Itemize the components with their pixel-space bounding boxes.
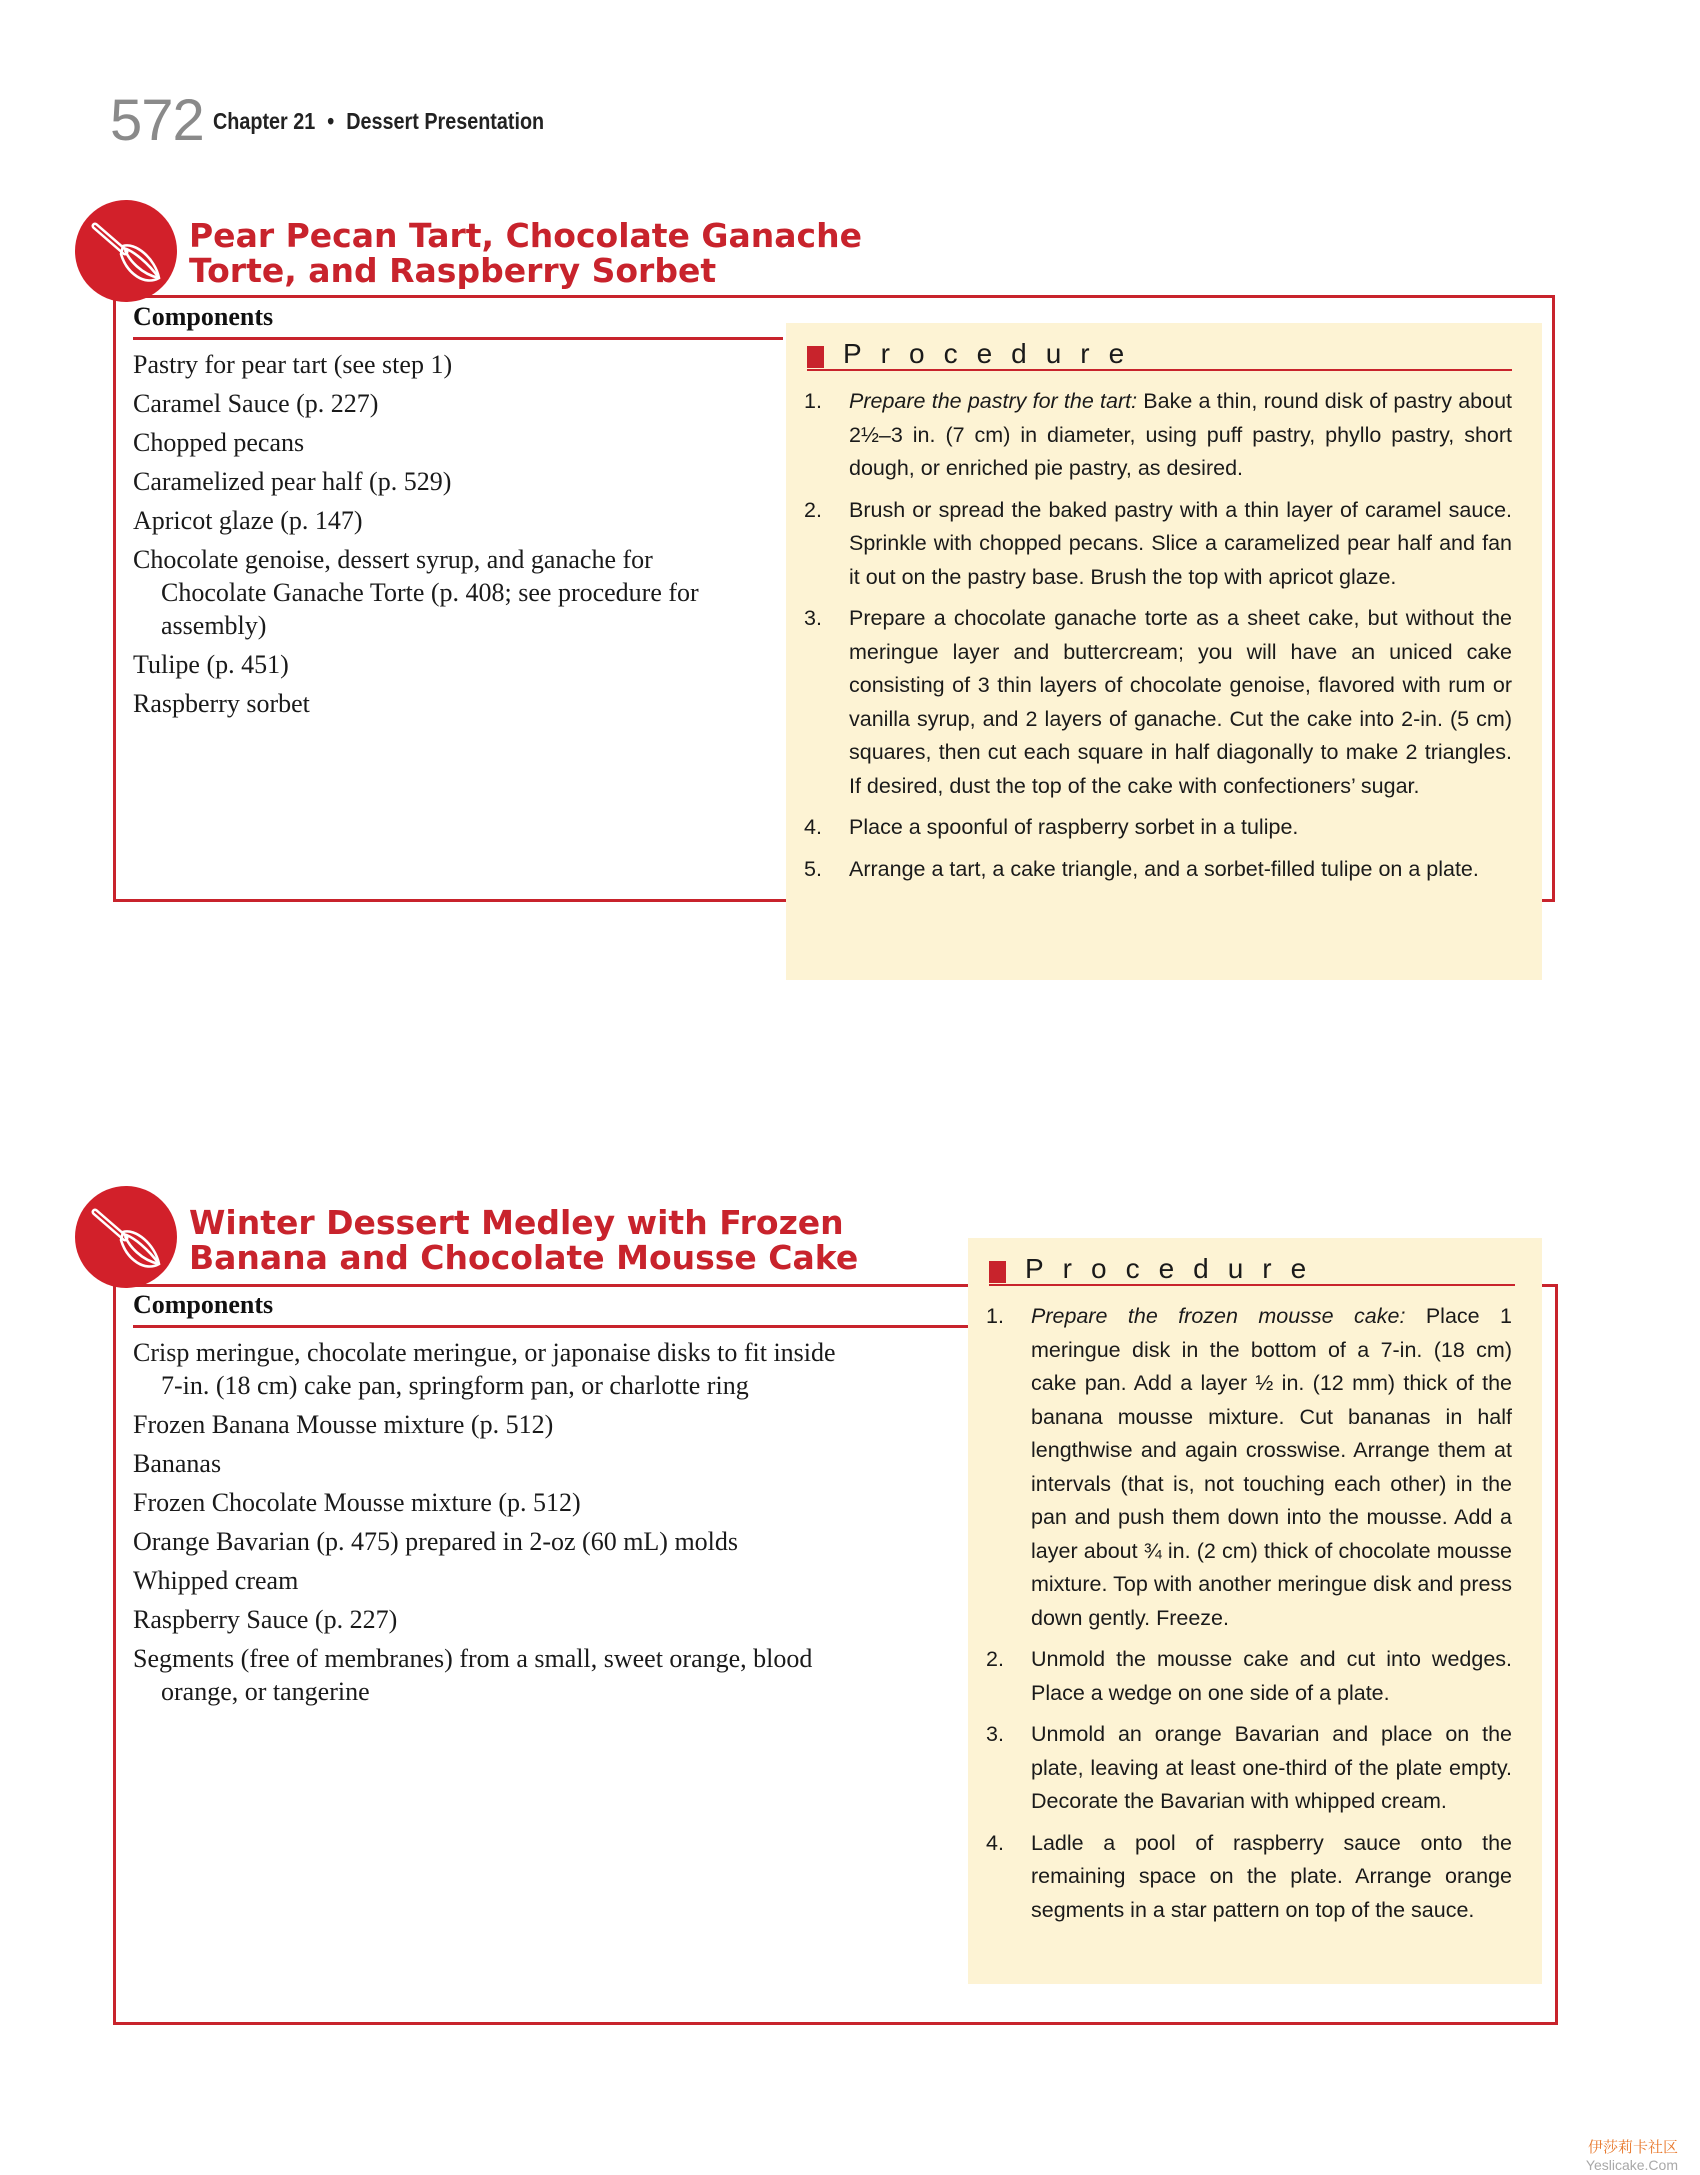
component-item: Pastry for pear tart (see step 1) — [133, 350, 453, 379]
step-number: 1. — [986, 1304, 1004, 1328]
watermark-en: Yeslicake.Com — [1585, 2157, 1678, 2173]
procedure-step — [986, 1718, 1512, 1819]
header-separator: • — [327, 108, 335, 134]
recipe-badge — [75, 200, 177, 302]
procedure-steps — [986, 1300, 1512, 1935]
step-number: 1. — [804, 389, 822, 413]
component-item: Raspberry Sauce (p. 227) — [133, 1605, 398, 1634]
procedure-step — [804, 494, 1512, 595]
step-number: 4. — [986, 1830, 1004, 1855]
component-item: Whipped cream — [133, 1566, 299, 1595]
procedure-rule — [989, 1284, 1515, 1286]
procedure-steps — [804, 385, 1512, 894]
step-text: Unmold the mousse cake and cut into wedges. Place a wedge on one side of a plate. — [1031, 1647, 1512, 1705]
component-item: Tulipe (p. 451) — [133, 650, 289, 679]
step-lead: Prepare the pastry for the tart: — [849, 389, 1138, 413]
running-head — [213, 108, 544, 135]
component-item: Chopped pecans — [133, 428, 305, 457]
procedure-step — [804, 602, 1512, 803]
step-text: Place a spoonful of raspberry sorbet in a tulipe. — [849, 815, 1299, 839]
procedure-step — [804, 811, 1512, 845]
step-number: 4. — [804, 815, 822, 839]
component-item: Raspberry sorbet — [133, 689, 310, 718]
step-number: 2. — [986, 1647, 1004, 1671]
procedure-step — [804, 853, 1512, 887]
procedure-step — [986, 1643, 1512, 1710]
component-item: Chocolate genoise, dessert syrup, and ganache for Chocolate Ganache Torte (p. 408; see procedure for assembly) — [133, 545, 699, 640]
procedure-step — [986, 1827, 1512, 1928]
step-number: 3. — [804, 606, 822, 630]
recipe-title-line2: Banana and Chocolate Mousse Cake — [189, 1238, 859, 1277]
components-rule — [133, 1325, 968, 1328]
recipe-title — [189, 218, 862, 288]
procedure-marker — [807, 346, 824, 368]
step-lead: Prepare the frozen mousse cake: — [1031, 1304, 1406, 1328]
component-item: Apricot glaze (p. 147) — [133, 506, 363, 535]
step-text: Bake a thin, round disk of pastry about 2½–3 in. (7 cm) in diameter, using puff pastry, phyllo pastry, short dough, or enriched pie pastry, as desired. — [849, 389, 1512, 480]
procedure-step — [986, 1300, 1512, 1635]
component-item: Frozen Banana Mousse mixture (p. 512) — [133, 1410, 554, 1439]
procedure-marker — [989, 1261, 1006, 1283]
chapter-label: Chapter 21 — [213, 108, 316, 134]
step-text: Unmold an orange Bavarian and place on the plate, leaving at least one-third of the plate empty. Decorate the Bavarian with whipped cream. — [1031, 1722, 1512, 1813]
recipe-title-line2: Torte, and Raspberry Sorbet — [189, 251, 717, 290]
step-number: 3. — [986, 1722, 1004, 1746]
components-list — [133, 1336, 843, 1714]
component-item: Frozen Chocolate Mousse mixture (p. 512) — [133, 1488, 581, 1517]
watermark-cn: 伊莎莉卡社区 — [1587, 2138, 1678, 2156]
step-text: Brush or spread the baked pastry with a thin layer of caramel sauce. Sprinkle with chopped pecans. Slice a caramelized pear half and fan it out on the pastry base. Brush the top with apricot glaze. — [849, 497, 1512, 589]
recipe-title-line1: Winter Dessert Medley with Frozen — [189, 1203, 844, 1242]
procedure-step — [804, 385, 1512, 486]
step-number: 5. — [804, 856, 822, 881]
procedure-heading: Procedure — [1025, 1253, 1326, 1284]
step-number: 2. — [804, 497, 822, 522]
component-item: Crisp meringue, chocolate meringue, or japonaise disks to fit inside 7-in. (18 cm) cake pan, springform pan, or charlotte ring — [133, 1338, 836, 1400]
recipe-title — [189, 1205, 858, 1275]
watermark — [1586, 2138, 1678, 2174]
component-item: Orange Bavarian (p. 475) prepared in 2-oz (60 mL) molds — [133, 1527, 739, 1556]
recipe-badge — [75, 1186, 177, 1288]
whisk-icon — [75, 200, 177, 302]
procedure-panel — [786, 323, 1542, 980]
section-label: Dessert Presentation — [346, 108, 545, 134]
components-list — [133, 348, 733, 726]
procedure-heading: Procedure — [843, 338, 1144, 369]
component-item: Caramel Sauce (p. 227) — [133, 389, 379, 418]
whisk-icon — [75, 1186, 177, 1288]
components-rule — [133, 337, 783, 340]
step-text: Prepare a chocolate ganache torte as a sheet cake, but without the meringue layer and buttercream; you will have an uniced cake consisting of 3 thin layers of chocolate genoise, flavored with rum or vanilla syrup, and 2 layers of ganache. Cut the cake into 2-in. (5 cm) squares, then cut each square in half diagonally to make 2 triangles. If desired, dust the top of the cake with confectioners’ sugar. — [849, 606, 1512, 798]
component-item: Bananas — [133, 1449, 222, 1478]
recipe-title-line1: Pear Pecan Tart, Chocolate Ganache — [189, 216, 862, 255]
step-text: Ladle a pool of raspberry sauce onto the remaining space on the plate. Arrange orange segments in a star pattern on top of the sauce. — [1031, 1830, 1512, 1922]
step-text: Place 1 meringue disk in the bottom of a 7-in. (18 cm) cake pan. Add a layer ½ in. (12 mm) thick of the banana mousse mixture. Cut bananas in half lengthwise and again crosswise. Arrange them at intervals (that is, not touching each other) in the pan and push them down into the mousse. Add a layer about ¾ in. (2 cm) thick of chocolate mousse mixture. Top with another meringue disk and press down gently. Freeze. — [1031, 1304, 1512, 1630]
components-heading: Components — [133, 302, 274, 331]
page-number: 572 — [110, 88, 204, 153]
step-text: Arrange a tart, a cake triangle, and a sorbet-filled tulipe on a plate. — [849, 856, 1479, 881]
procedure-rule — [807, 369, 1512, 371]
components-heading: Components — [133, 1290, 274, 1319]
component-item: Caramelized pear half (p. 529) — [133, 467, 452, 496]
procedure-panel — [968, 1238, 1542, 1984]
component-item: Segments (free of membranes) from a small, sweet orange, blood orange, or tangerine — [133, 1644, 813, 1706]
